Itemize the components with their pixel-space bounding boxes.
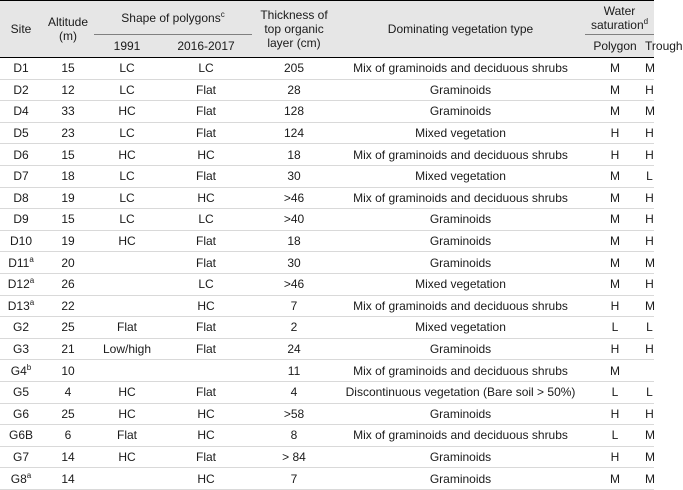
cell-shape-2016-2017: Flat [160,122,252,144]
header-shape-of-polygons: Shape of polygons$^c$ [94,1,252,35]
table-row [0,122,654,144]
cell-polygon: M [585,165,645,187]
cell-trough: H [645,144,654,166]
table-row [0,79,654,101]
cell-site: G2 [0,317,42,339]
cell-altitude: 19 [42,230,94,252]
cell-vegetation: Mix of graminoids and deciduous shrubs [336,58,585,80]
cell-shape-2016-2017: Flat [160,338,252,360]
cell-trough: H [645,79,654,101]
cell-trough: H [645,230,654,252]
cell-site: D12$^a$ [0,273,42,295]
header-year-1991: 1991 [94,35,160,58]
cell-vegetation: Graminoids [336,446,585,468]
cell-thickness: > 84 [252,446,336,468]
table-row [0,468,654,490]
table-row [0,446,654,468]
cell-polygon: M [585,273,645,295]
cell-shape-2016-2017: HC [160,144,252,166]
cell-polygon: M [585,209,645,231]
cell-altitude: 15 [42,144,94,166]
cell-shape-1991: HC [94,446,160,468]
cell-trough: L [645,165,654,187]
cell-trough: H [645,338,654,360]
cell-shape-1991: LC [94,58,160,80]
cell-polygon: M [585,230,645,252]
cell-vegetation: Graminoids [336,252,585,274]
cell-shape-1991: HC [94,381,160,403]
cell-vegetation: Mix of graminoids and deciduous shrubs [336,425,585,447]
cell-site: G7 [0,446,42,468]
cell-thickness: 4 [252,381,336,403]
cell-site: D10 [0,230,42,252]
cell-shape-2016-2017: Flat [160,381,252,403]
cell-shape-2016-2017: Flat [160,230,252,252]
cell-thickness: >46 [252,273,336,295]
cell-altitude: 10 [42,360,94,382]
cell-polygon: M [585,101,645,123]
cell-shape-1991: HC [94,101,160,123]
cell-shape-2016-2017: HC [160,295,252,317]
cell-vegetation: Mix of graminoids and deciduous shrubs [336,295,585,317]
cell-vegetation: Mixed vegetation [336,273,585,295]
cell-thickness: 124 [252,122,336,144]
cell-site: D8 [0,187,42,209]
cell-shape-1991 [94,273,160,295]
cell-thickness: 18 [252,144,336,166]
cell-shape-1991: HC [94,144,160,166]
table-row [0,273,654,295]
cell-polygon: H [585,295,645,317]
cell-site: G8$^a$ [0,468,42,490]
cell-site: D7 [0,165,42,187]
cell-trough: H [645,209,654,231]
cell-vegetation: Graminoids [336,403,585,425]
cell-site: G6B [0,425,42,447]
cell-shape-2016-2017: HC [160,403,252,425]
cell-vegetation: Mix of graminoids and deciduous shrubs [336,187,585,209]
cell-altitude: 15 [42,209,94,231]
cell-site: D2 [0,79,42,101]
cell-site: D13$^a$ [0,295,42,317]
header-vegetation: Dominating vegetation type [336,1,585,58]
cell-vegetation: Mixed vegetation [336,165,585,187]
cell-altitude: 33 [42,101,94,123]
cell-shape-2016-2017: Flat [160,101,252,123]
cell-altitude: 21 [42,338,94,360]
header-polygon: Polygon [585,35,645,58]
table-row [0,252,654,274]
cell-thickness: 11 [252,360,336,382]
cell-altitude: 22 [42,295,94,317]
cell-thickness: 7 [252,468,336,490]
cell-thickness: 205 [252,58,336,80]
table-row [0,101,654,123]
header-year-2016-2017: 2016-2017 [160,35,252,58]
cell-vegetation: Graminoids [336,79,585,101]
cell-trough: M [645,446,654,468]
cell-site: G4$^b$ [0,360,42,382]
cell-site: D4 [0,101,42,123]
cell-shape-2016-2017: HC [160,468,252,490]
cell-trough: M [645,468,654,490]
header-thickness: Thickness of top organic layer (cm) [252,1,336,58]
cell-shape-1991: HC [94,403,160,425]
cell-altitude: 15 [42,58,94,80]
cell-shape-2016-2017: Flat [160,446,252,468]
cell-thickness: 128 [252,101,336,123]
cell-site: G3 [0,338,42,360]
cell-shape-1991: LC [94,209,160,231]
cell-shape-1991 [94,360,160,382]
table-row [0,381,654,403]
cell-shape-2016-2017: LC [160,273,252,295]
cell-altitude: 6 [42,425,94,447]
cell-shape-1991: HC [94,230,160,252]
table-header [0,1,683,58]
cell-trough: H [645,187,654,209]
cell-thickness: >40 [252,209,336,231]
cell-polygon: H [585,403,645,425]
cell-thickness: 8 [252,425,336,447]
cell-polygon: M [585,360,645,382]
cell-trough: L [645,317,654,339]
cell-trough: M [645,101,654,123]
cell-thickness: 30 [252,165,336,187]
cell-thickness: 18 [252,230,336,252]
cell-shape-1991 [94,295,160,317]
cell-polygon: M [585,252,645,274]
cell-vegetation: Graminoids [336,338,585,360]
cell-vegetation: Graminoids [336,230,585,252]
cell-altitude: 23 [42,122,94,144]
cell-trough: H [645,403,654,425]
cell-trough: H [645,273,654,295]
cell-thickness: 7 [252,295,336,317]
cell-thickness: 2 [252,317,336,339]
cell-altitude: 14 [42,446,94,468]
cell-vegetation: Mixed vegetation [336,317,585,339]
table-row [0,209,654,231]
cell-site: D6 [0,144,42,166]
cell-site: D1 [0,58,42,80]
cell-vegetation: Graminoids [336,101,585,123]
table-row [0,425,654,447]
cell-polygon: M [585,187,645,209]
cell-altitude: 19 [42,187,94,209]
cell-polygon: H [585,446,645,468]
cell-vegetation: Mixed vegetation [336,122,585,144]
header-site: Site [0,1,42,58]
table-row [0,144,654,166]
cell-shape-2016-2017: Flat [160,317,252,339]
cell-altitude: 14 [42,468,94,490]
cell-shape-1991 [94,252,160,274]
cell-altitude: 18 [42,165,94,187]
cell-polygon: M [585,79,645,101]
cell-shape-2016-2017: Flat [160,79,252,101]
cell-shape-2016-2017: LC [160,58,252,80]
cell-altitude: 4 [42,381,94,403]
table-body [0,58,654,490]
cell-site: D9 [0,209,42,231]
cell-shape-1991: Flat [94,425,160,447]
cell-polygon: M [585,468,645,490]
cell-vegetation: Mix of graminoids and deciduous shrubs [336,360,585,382]
cell-trough [645,360,654,382]
cell-thickness: >46 [252,187,336,209]
cell-vegetation: Discontinuous vegetation (Bare soil > 50%) [336,381,585,403]
cell-shape-1991: LC [94,79,160,101]
cell-trough: M [645,58,654,80]
cell-thickness: 30 [252,252,336,274]
cell-shape-1991: LC [94,165,160,187]
table-row [0,295,654,317]
table-row [0,165,654,187]
cell-shape-2016-2017: LC [160,209,252,231]
cell-thickness: >58 [252,403,336,425]
table-row [0,187,654,209]
cell-shape-2016-2017 [160,360,252,382]
cell-site: D11$^a$ [0,252,42,274]
cell-site: G6 [0,403,42,425]
cell-trough: M [645,295,654,317]
header-altitude: Altitude (m) [42,1,94,58]
table-row [0,58,654,80]
cell-polygon: H [585,122,645,144]
cell-thickness: 28 [252,79,336,101]
cell-site: G5 [0,381,42,403]
cell-trough: M [645,425,654,447]
header-trough: Trough [645,35,654,58]
cell-polygon: H [585,144,645,166]
cell-shape-1991: LC [94,187,160,209]
cell-trough: M [645,252,654,274]
cell-thickness: 24 [252,338,336,360]
table-row [0,317,654,339]
cell-shape-1991: LC [94,122,160,144]
cell-shape-1991 [94,468,160,490]
cell-shape-2016-2017: HC [160,425,252,447]
cell-polygon: L [585,381,645,403]
cell-altitude: 25 [42,317,94,339]
cell-polygon: H [585,338,645,360]
cell-vegetation: Graminoids [336,468,585,490]
table-row [0,338,654,360]
cell-trough: L [645,381,654,403]
cell-altitude: 12 [42,79,94,101]
cell-shape-2016-2017: Flat [160,165,252,187]
cell-shape-1991: Low/high [94,338,160,360]
cell-polygon: M [585,58,645,80]
table-row [0,230,654,252]
cell-altitude: 25 [42,403,94,425]
cell-trough: H [645,122,654,144]
cell-altitude: 26 [42,273,94,295]
cell-shape-2016-2017: Flat [160,252,252,274]
cell-polygon: L [585,425,645,447]
cell-vegetation: Mix of graminoids and deciduous shrubs [336,144,585,166]
cell-vegetation: Graminoids [336,209,585,231]
header-water-saturation: Water saturation$^d$ [585,1,654,35]
cell-shape-1991: Flat [94,317,160,339]
cell-altitude: 20 [42,252,94,274]
cell-shape-2016-2017: HC [160,187,252,209]
cell-polygon: L [585,317,645,339]
table-row [0,403,654,425]
table-row [0,360,654,382]
cell-site: D5 [0,122,42,144]
